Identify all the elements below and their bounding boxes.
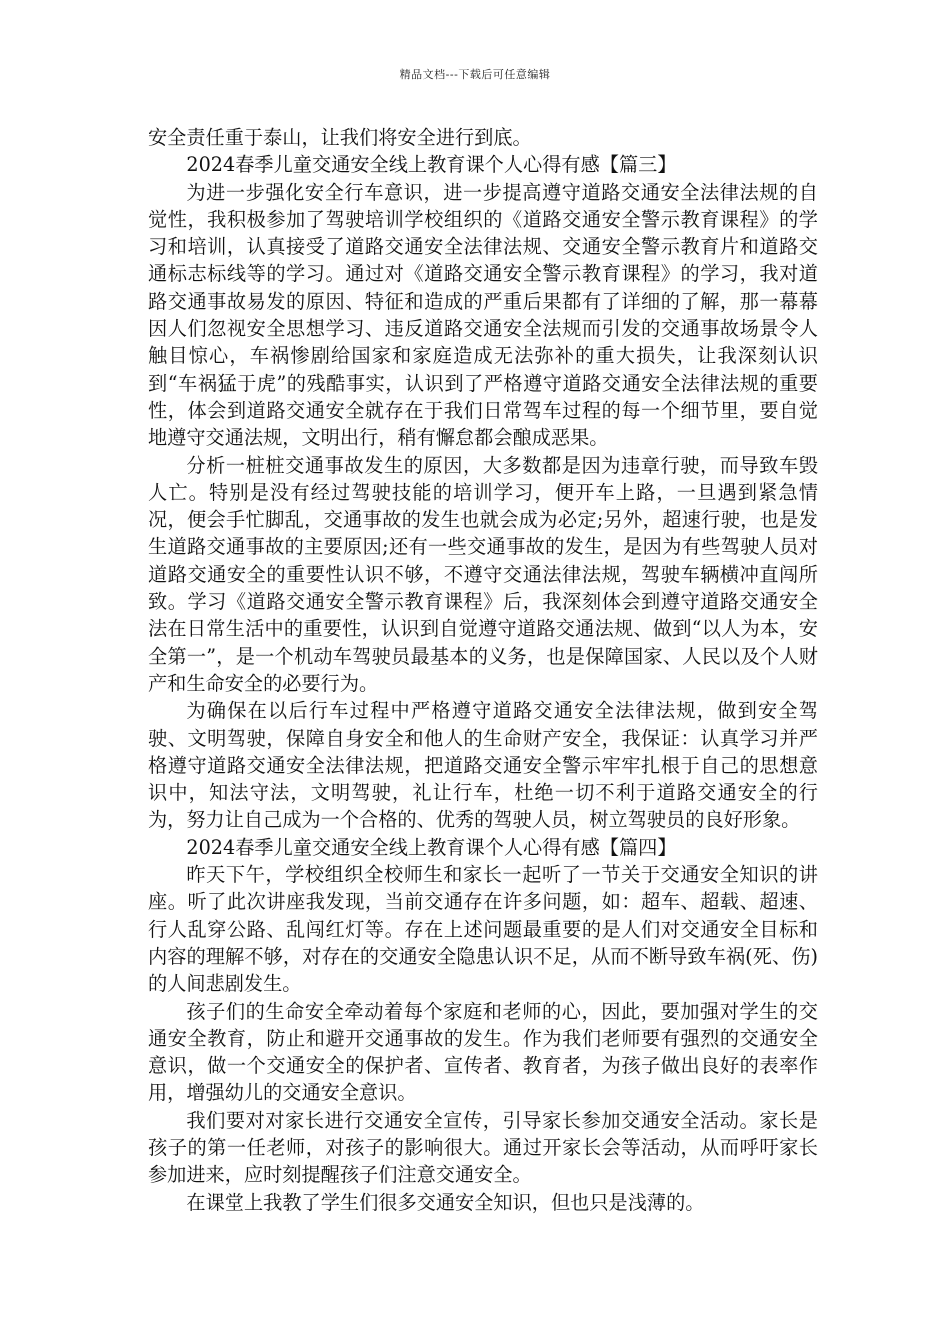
paragraph: 在课堂上我教了学生们很多交通安全知识，但也只是浅薄的。 <box>186 1190 705 1214</box>
paragraph: 分析一桩桩交通事故发生的原因，大多数都是因为违章行驶，而导致车毁人亡。特别是没有经过驾驶技能的培训学习，便开车上路，一旦遇到紧急情况，便会手忙脚乱，交通事故的发生也就会成为必定;另外，超速行驶，也是发生道路交通事故的主要原因;还有一些交通事故的发生，是因为有些驾驶人员对道路交通安全的重要性认识不够，不遵守交通法律法规，驾驶车辆横冲直闯所致。学习《道路交通安全警示教育课程》后，我深刻体会到遵守道路交通安全法在日常生活中的重要性，认识到自觉遵守道路交通法规、做到“以人为本，安全第一”，是一个机动车驾驶员最基本的义务，也是保障国家、人民以及个人财产和生命安全的必要行为。 <box>148 453 818 695</box>
paragraph: 孩子们的生命安全牵动着每个家庭和老师的心，因此，要加强对学生的交通安全教育，防止和避开交通事故的发生。作为我们老师要有强烈的交通安全意识，做一个交通安全的保护者、宣传者、教育者，为孩子做出良好的表率作用，增强幼儿的交通安全意识。 <box>148 999 818 1105</box>
paragraph: 为进一步强化安全行车意识，进一步提高遵守道路交通安全法律法规的自觉性，我积极参加了驾驶培训学校组织的《道路交通安全警示教育课程》的学习和培训，认真接受了道路交通安全法律法规、交通安全警示教育片和道路交通标志标线等的学习。通过对《道路交通安全警示教育课程》的学习，我对道路交通事故易发的原因、特征和造成的严重后果都有了详细的了解，那一幕幕因人们忽视安全思想学习、违反道路交通安全法规而引发的交通事故场景令人触目惊心，车祸惨剧给国家和家庭造成无法弥补的重大损失，让我深刻认识到“车祸猛于虎”的残酷事实，认识到了严格遵守道路交通安全法律法规的重要性，体会到道路交通安全就存在于我们日常驾车过程的每一个细节里，要自觉地遵守交通法规，文明出行，稍有懈怠都会酿成恶果。 <box>148 180 818 450</box>
paragraph: 安全责任重于泰山，让我们将安全进行到底。 <box>148 126 532 149</box>
paragraph: 为确保在以后行车过程中严格遵守道路交通安全法律法规，做到安全驾驶、文明驾驶，保障自身安全和他人的生命财产安全，我保证：认真学习并严格遵守道路交通安全法律法规，把道路交通安全警示牢牢扎根于自己的思想意识中，知法守法，文明驾驶，礼让行车，杜绝一切不利于道路交通安全的行为，努力让自己成为一个合格的、优秀的驾驶人员，树立驾驶员的良好形象。 <box>148 699 818 832</box>
paragraph: 昨天下午，学校组织全校师生和家长一起听了一节关于交通安全知识的讲座。听了此次讲座我发现，当前交通存在许多问题，如：超车、超载、超速、行人乱穿公路、乱闯红灯等。存在上述问题最重要的是人们对交通安全目标和内容的理解不够，对存在的交通安全隐患认识不足，从而不断导致车祸(死、伤)的人间悲剧发生。 <box>148 863 818 996</box>
section-heading-3: 2024春季儿童交通安全线上教育课个人心得有感【篇三】 <box>186 153 677 177</box>
paragraph: 我们要对对家长进行交通安全宣传，引导家长参加交通安全活动。家长是孩子的第一任老师，对孩子的影响很大。通过开家长会等活动，从而呼吁家长参加进来，应时刻提醒孩子们注意交通安全。 <box>148 1108 818 1187</box>
document-body <box>148 124 818 1216</box>
section-heading-4: 2024春季儿童交通安全线上教育课个人心得有感【篇四】 <box>186 835 677 859</box>
page-header: 精品文档---下载后可任意编辑 <box>399 68 551 81</box>
